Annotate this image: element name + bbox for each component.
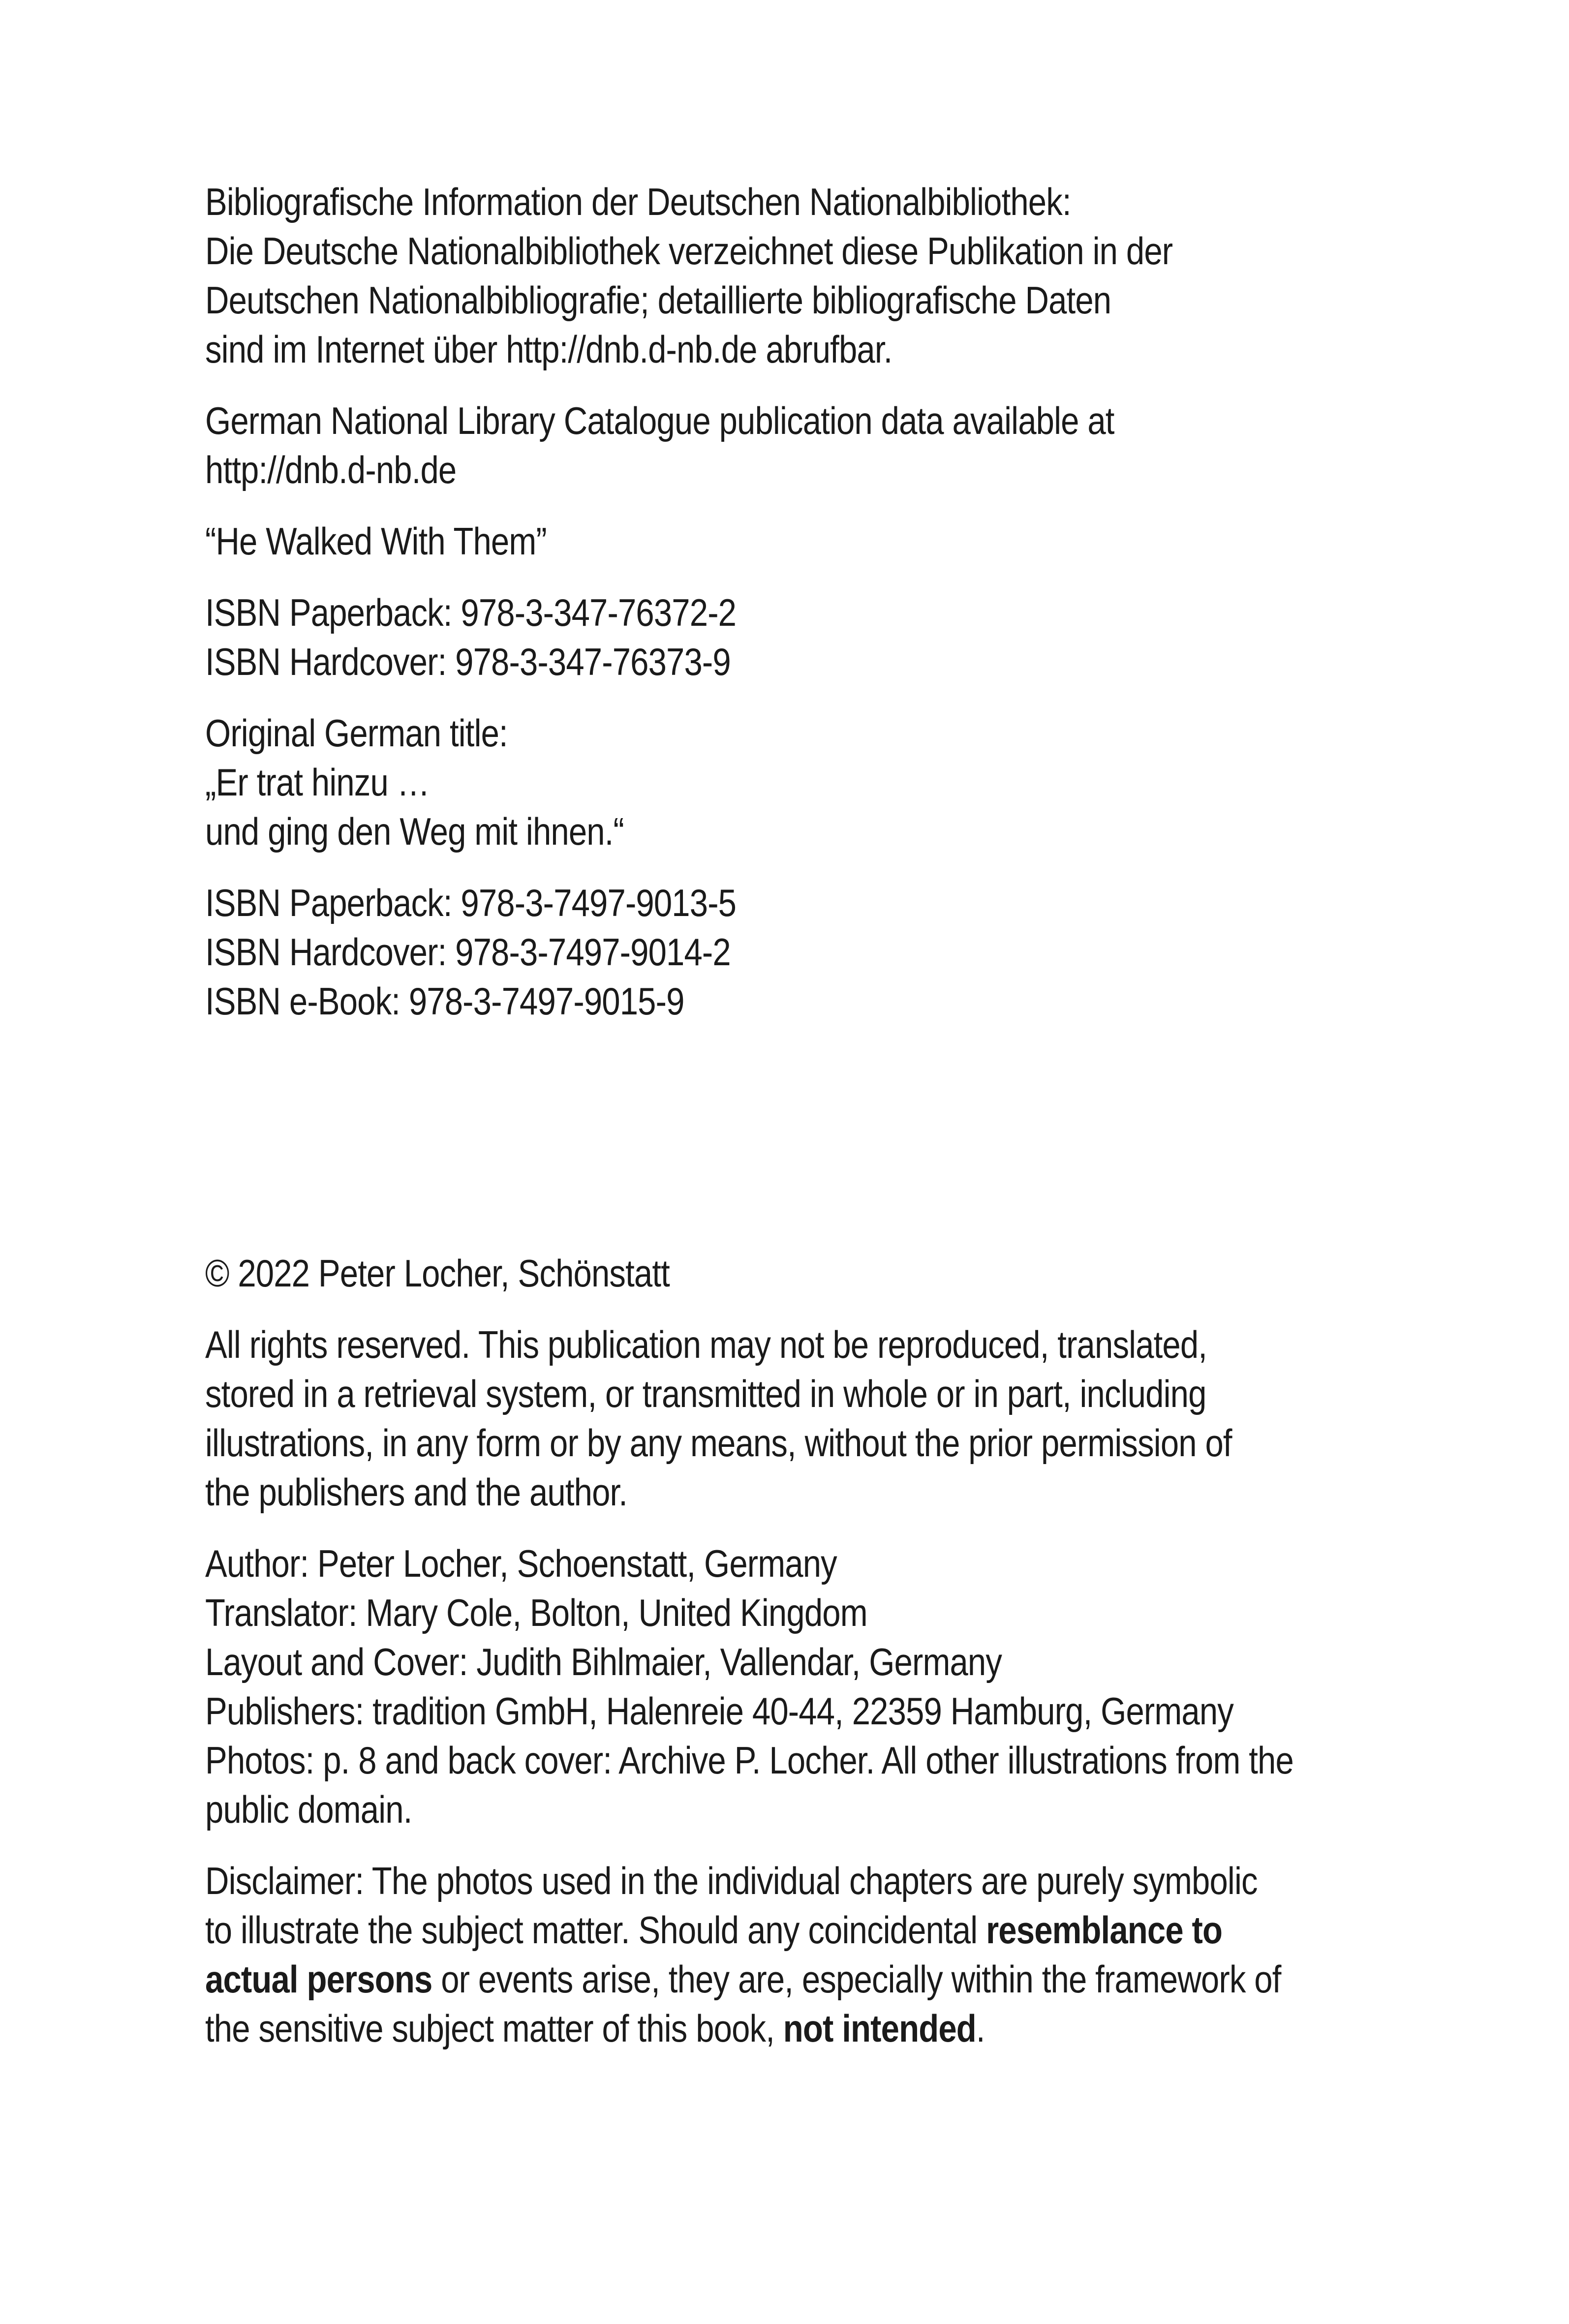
rights-line-1: All rights reserved. This publication may not be reproduced, translated, <box>205 1323 1207 1366</box>
credit-photos-1: Photos: p. 8 and back cover: Archive P. Locher. All other illustrations from the <box>205 1739 1293 1782</box>
credit-layout-cover: Layout and Cover: Judith Bihlmaier, Vallendar, Germany <box>205 1640 1002 1683</box>
credit-publishers: Publishers: tradition GmbH, Halenreie 40-44, 22359 Hamburg, Germany <box>205 1689 1233 1733</box>
disclaimer-block <box>205 1856 1366 2053</box>
copyright-block <box>205 1249 1366 1298</box>
imprint-lower-section <box>205 1249 1366 2075</box>
book-title: “He Walked With Them” <box>205 520 547 563</box>
disclaimer-line-3 <box>205 1955 1281 2004</box>
isbn-german-block <box>205 878 1366 1026</box>
original-title-label: Original German title: <box>205 711 508 755</box>
isbn-english-block <box>205 588 1366 686</box>
catalogue-line-2: http://dnb.d-nb.de <box>205 448 457 491</box>
disclaimer-line-2 <box>205 1905 1223 1955</box>
disclaimer-line-4 <box>205 2004 1204 2053</box>
isbn-paperback-en: ISBN Paperback: 978-3-347-76372-2 <box>205 591 737 634</box>
catalogue-line-1: German National Library Catalogue publication data available at <box>205 399 1114 442</box>
bib-line-3: Deutschen Nationalbibliografie; detaillierte bibliografische Daten <box>205 278 1111 322</box>
credit-translator: Translator: Mary Cole, Bolton, United Kingdom <box>205 1591 867 1634</box>
disclaimer-emphasis: resemblance to <box>986 1908 1223 1952</box>
credits-block <box>205 1539 1366 1834</box>
imprint-upper-section <box>205 177 1366 1048</box>
isbn-ebook-de: ISBN e-Book: 978-3-7497-9015-9 <box>205 979 684 1023</box>
bib-line-4: sind im Internet über http://dnb.d-nb.de abrufbar. <box>205 328 892 371</box>
disclaimer-emphasis: actual persons <box>205 1957 432 2001</box>
original-title-line-2: und ging den Weg mit ihnen.“ <box>205 810 624 853</box>
disclaimer-text: to illustrate the subject matter. Should any coincidental <box>205 1908 986 1952</box>
isbn-hardcover-de: ISBN Hardcover: 978-3-7497-9014-2 <box>205 930 731 974</box>
rights-line-3: illustrations, in any form or by any means, without the prior permission of <box>205 1421 1232 1465</box>
catalogue-info-block <box>205 396 1366 494</box>
copyright-line: © 2022 Peter Locher, Schönstatt <box>205 1252 670 1295</box>
rights-line-4: the publishers and the author. <box>205 1470 628 1514</box>
disclaimer-text: or events arise, they are, especially within the framework of <box>432 1957 1281 2001</box>
disclaimer-line-1: Disclaimer: The photos used in the individual chapters are purely symbolic <box>205 1859 1258 1902</box>
disclaimer-text: the sensitive subject matter of this book, <box>205 2007 783 2050</box>
disclaimer-text: . <box>976 2007 985 2050</box>
isbn-paperback-de: ISBN Paperback: 978-3-7497-9013-5 <box>205 881 737 924</box>
original-title-line-1: „Er trat hinzu … <box>205 761 430 804</box>
bib-line-1: Bibliografische Information der Deutschen Nationalbibliothek: <box>205 180 1071 223</box>
book-title-block <box>205 517 1366 566</box>
disclaimer-emphasis: not intended <box>783 2007 976 2050</box>
credit-author: Author: Peter Locher, Schoenstatt, Germany <box>205 1542 837 1585</box>
original-title-block <box>205 708 1366 856</box>
rights-line-2: stored in a retrieval system, or transmitted in whole or in part, including <box>205 1372 1206 1415</box>
credit-photos-2: public domain. <box>205 1788 412 1831</box>
rights-block <box>205 1320 1366 1517</box>
bibliographic-info-block <box>205 177 1366 374</box>
isbn-hardcover-en: ISBN Hardcover: 978-3-347-76373-9 <box>205 640 731 683</box>
bib-line-2: Die Deutsche Nationalbibliothek verzeichnet diese Publikation in der <box>205 229 1173 273</box>
